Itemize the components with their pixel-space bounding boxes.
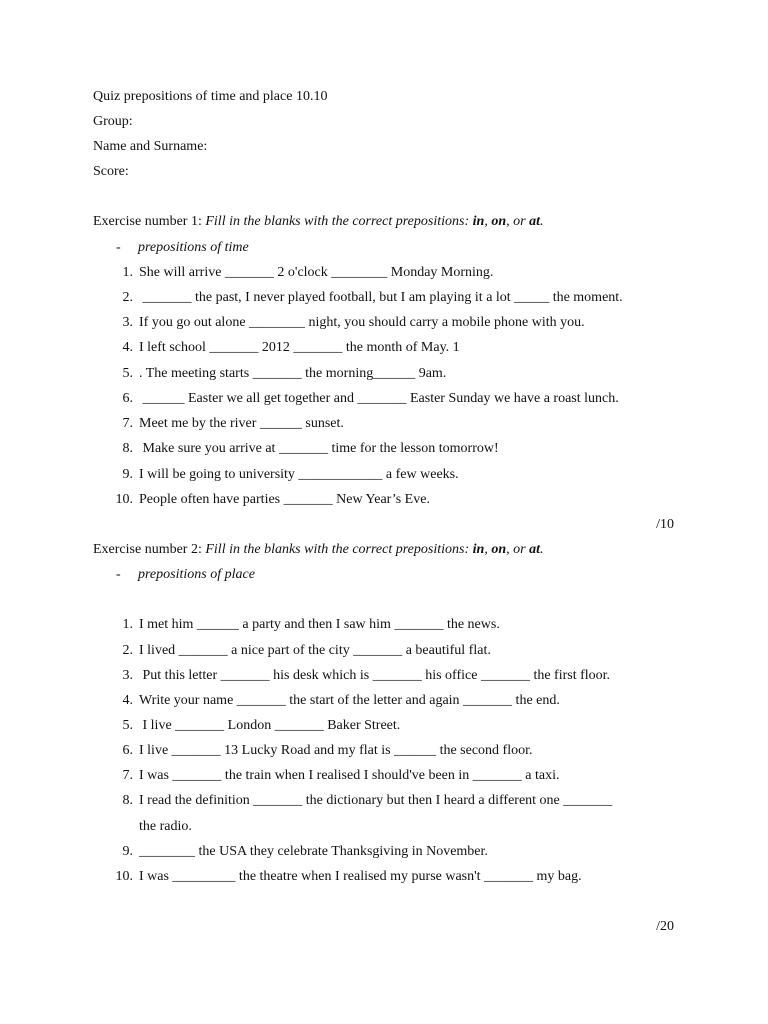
- period: .: [539, 214, 544, 229]
- quiz-title: Quiz prepositions of time and place 10.10: [93, 89, 328, 104]
- item-text: ________ the USA they celebrate Thanksgiving in November.: [139, 844, 488, 859]
- item-text: the radio.: [139, 819, 192, 834]
- item-number: 8.: [122, 793, 133, 808]
- separator: , or: [506, 542, 530, 557]
- separator: ,: [484, 542, 492, 557]
- item-text: . The meeting starts _______ the morning______ 9am.: [139, 366, 447, 381]
- exercise-2-score: /20: [656, 919, 674, 934]
- item-number: 4.: [122, 693, 133, 708]
- item-text: Make sure you arrive at _______ time for the lesson tomorrow!: [139, 441, 499, 456]
- item-text: _______ the past, I never played football, but I am playing it a lot _____ the moment.: [139, 290, 623, 305]
- exercise-1-instruction: Fill in the blanks with the correct prepositions:: [205, 214, 473, 229]
- keyword-on: on: [491, 542, 507, 557]
- dash-bullet: -: [116, 567, 121, 582]
- exercise-1-score: /10: [656, 517, 674, 532]
- item-number: 5.: [122, 718, 133, 733]
- item-text: I lived _______ a nice part of the city _______ a beautiful flat.: [139, 643, 491, 658]
- item-text: Write your name _______ the start of the letter and again _______ the end.: [139, 693, 560, 708]
- group-label: Group:: [93, 114, 133, 129]
- item-number: 1.: [122, 265, 133, 280]
- keyword-at: at: [529, 542, 540, 557]
- keyword-in: in: [472, 214, 485, 229]
- keyword-in: in: [472, 542, 485, 557]
- item-text: I read the definition _______ the dictionary but then I heard a different one _______: [139, 793, 613, 808]
- item-text: ______ Easter we all get together and _______ Easter Sunday we have a roast lunch.: [139, 391, 619, 406]
- item-text: She will arrive _______ 2 o'clock ________ Monday Morning.: [139, 265, 494, 280]
- item-number: 6.: [122, 391, 133, 406]
- item-text: Put this letter _______ his desk which is _______ his office _______ the first floor.: [139, 668, 611, 683]
- item-number: 3.: [122, 668, 133, 683]
- exercise-2-instruction: Fill in the blanks with the correct prepositions:: [205, 542, 473, 557]
- item-text: I was _________ the theatre when I realised my purse wasn't _______ my bag.: [139, 869, 582, 884]
- subheading-label: prepositions of place: [138, 567, 255, 582]
- item-number: 4.: [122, 340, 133, 355]
- item-number: 2.: [122, 290, 133, 305]
- item-number: 2.: [122, 643, 133, 658]
- item-text: If you go out alone ________ night, you should carry a mobile phone with you.: [139, 315, 585, 330]
- item-number: 9.: [122, 844, 133, 859]
- item-text: I was _______ the train when I realised I should've been in _______ a taxi.: [139, 768, 560, 783]
- item-number: 6.: [122, 743, 133, 758]
- item-number: 8.: [122, 441, 133, 456]
- keyword-on: on: [491, 214, 507, 229]
- item-number: 5.: [122, 366, 133, 381]
- item-number: 10.: [115, 492, 133, 507]
- item-text: I left school _______ 2012 _______ the month of May. 1: [139, 340, 460, 355]
- subheading-label: prepositions of time: [138, 240, 249, 255]
- item-text: I will be going to university ____________ a few weeks.: [139, 467, 459, 482]
- item-text: Meet me by the river ______ sunset.: [139, 416, 344, 431]
- item-text: I live _______ London _______ Baker Street.: [139, 718, 401, 733]
- exercise-2-title: [93, 541, 543, 559]
- separator: , or: [506, 214, 530, 229]
- item-text: People often have parties _______ New Year’s Eve.: [139, 492, 430, 507]
- item-number: 7.: [122, 416, 133, 431]
- score-label: Score:: [93, 164, 129, 179]
- separator: ,: [484, 214, 492, 229]
- item-number: 7.: [122, 768, 133, 783]
- name-surname-label: Name and Surname:: [93, 139, 208, 154]
- period: .: [539, 542, 544, 557]
- exercise-1-label: Exercise number 1:: [93, 214, 206, 229]
- item-number: 9.: [122, 467, 133, 482]
- item-number: 3.: [122, 315, 133, 330]
- dash-bullet: -: [116, 240, 121, 255]
- item-text: I live _______ 13 Lucky Road and my flat is ______ the second floor.: [139, 743, 533, 758]
- item-number: 1.: [122, 617, 133, 632]
- exercise-2-subheading: [116, 566, 255, 584]
- exercise-1-title: [93, 213, 543, 231]
- keyword-at: at: [529, 214, 540, 229]
- item-number: 10.: [115, 869, 133, 884]
- exercise-2-label: Exercise number 2:: [93, 542, 206, 557]
- item-text: I met him ______ a party and then I saw him _______ the news.: [139, 617, 500, 632]
- exercise-1-subheading: [116, 239, 249, 257]
